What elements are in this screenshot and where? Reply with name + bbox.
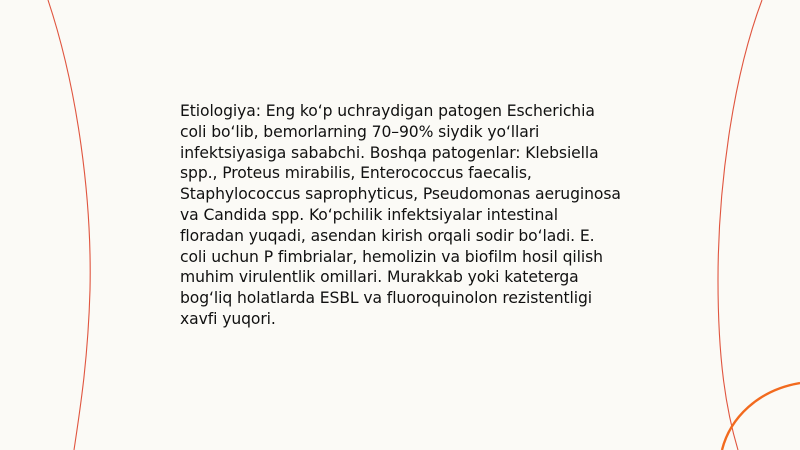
- right-curve-line: [718, 0, 762, 450]
- bottom-right-arc: [722, 383, 800, 450]
- slide-body-paragraph: Etiologiya: Eng ko‘p uchraydigan patogen Escherichia coli bo‘lib, bemorlarning 70–90% siydik yo‘llari infektsiyasiga sababchi. Boshqa patogenlar: Klebsiella spp., Proteus mirabilis, Enterococcus faecalis, Staphylococcus saprophyticus, Pseudomonas aeruginosa va Candida spp. Ko‘pchilik infektsiyalar intestinal floradan yuqadi, asendan kirish orqali sodir bo‘ladi. E. coli uchun P fimbrialar, hemolizin va biofilm hosil qilish muhim virulentlik omillari. Murakkab yoki kateterga bog‘liq holatlarda ESBL va fluoroquinolon rezistentligi xavfi yuqori.: [180, 102, 621, 328]
- left-curve-line: [48, 0, 90, 450]
